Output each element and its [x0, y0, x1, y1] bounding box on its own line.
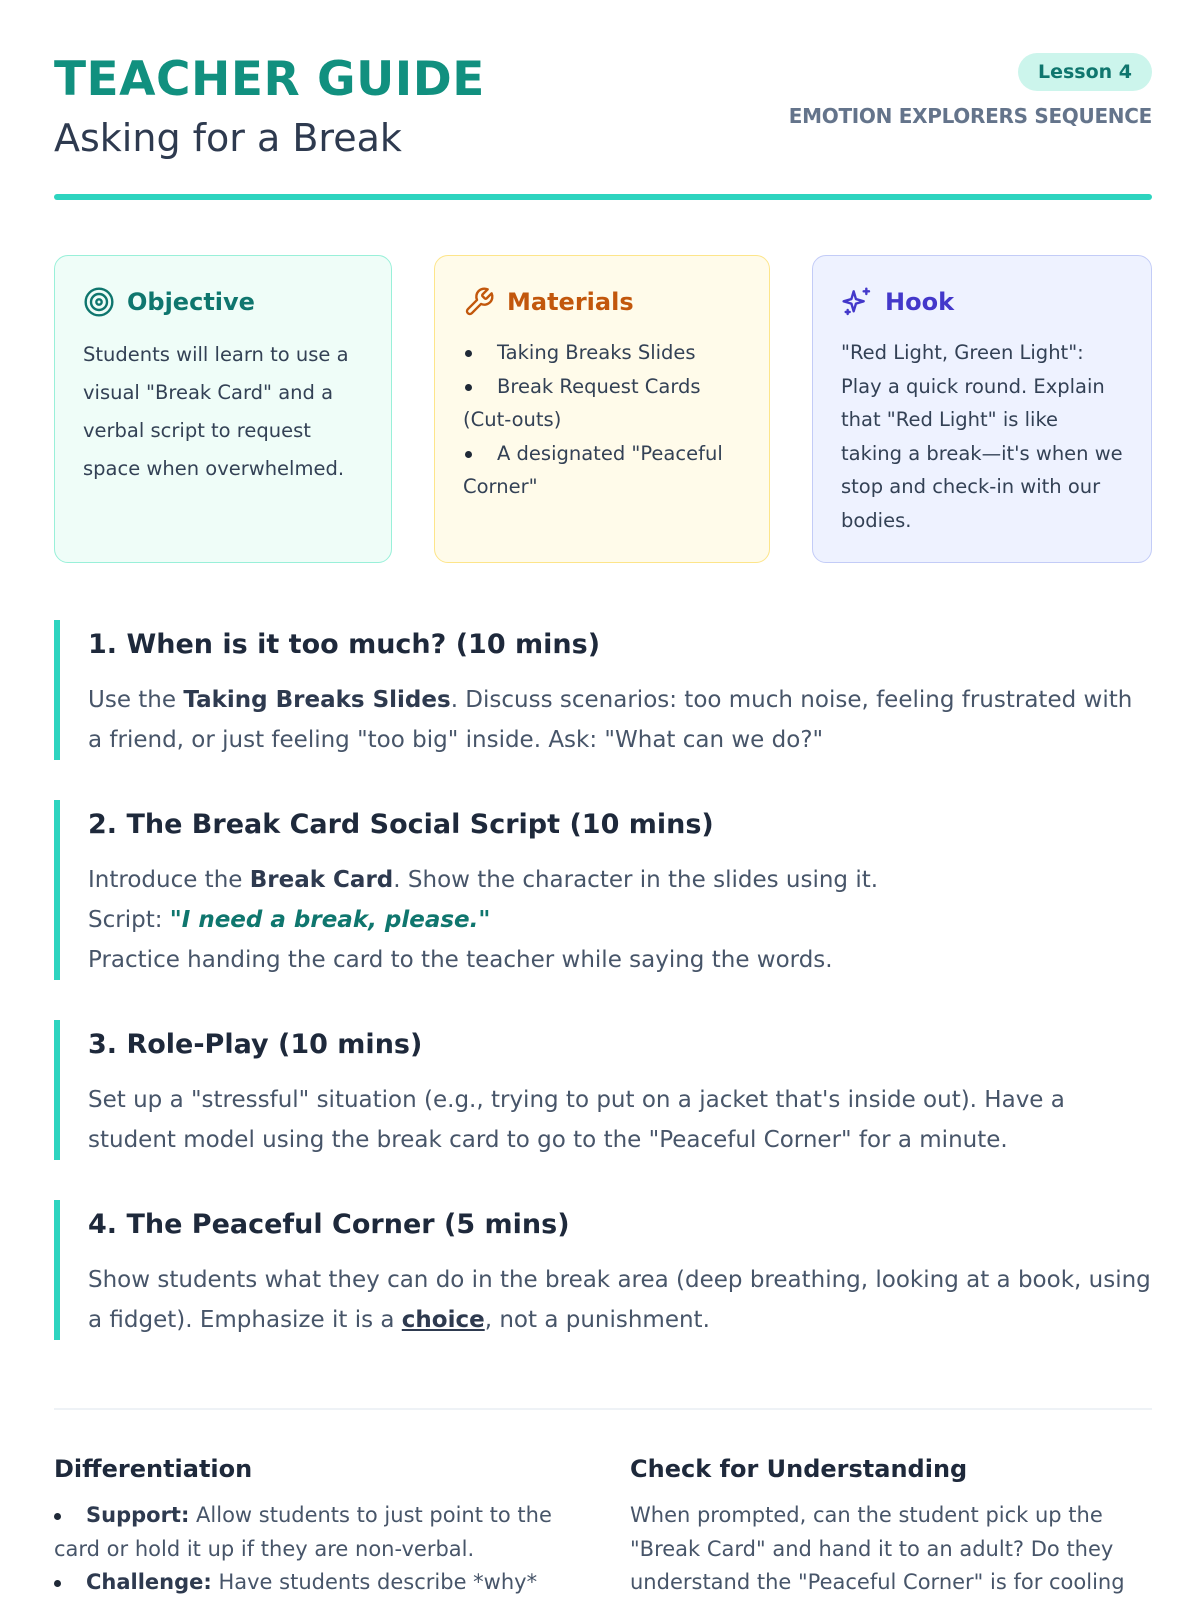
- objective-card: [54, 255, 392, 563]
- lesson-badge: Lesson 4: [1018, 53, 1152, 91]
- list-item: Challenge: Have students describe *why*: [54, 1566, 554, 1600]
- teacher-guide-page: [54, 0, 1152, 1600]
- step-3: [54, 1020, 1152, 1160]
- hook-title: Hook: [885, 288, 955, 316]
- list-item: A designated "Peaceful Corner": [463, 437, 741, 504]
- step-2: [54, 800, 1152, 980]
- step-2-title: 2. The Break Card Social Script (10 mins): [88, 809, 714, 840]
- check-understanding-section: [630, 1455, 1152, 1600]
- lesson-subtitle: Asking for a Break: [54, 116, 402, 160]
- step-2-script: Script: "I need a break, please.": [88, 907, 491, 933]
- objective-header: [83, 286, 363, 318]
- differentiation-section: [54, 1455, 554, 1600]
- materials-header: [463, 286, 741, 318]
- step-1-title: 1. When is it too much? (10 mins): [88, 629, 601, 660]
- step-4-title: 4. The Peaceful Corner (5 mins): [88, 1209, 570, 1240]
- list-item: Break Request Cards (Cut-outs): [463, 370, 741, 437]
- objective-title: Objective: [127, 288, 255, 316]
- list-item: Taking Breaks Slides: [463, 336, 741, 370]
- header-divider: [54, 194, 1152, 200]
- step-2-text: Introduce the Break Card. Show the character in the slides using it.: [88, 867, 879, 893]
- hook-text: "Red Light, Green Light": Play a quick round. Explain that "Red Light" is like taking a break—it's when we stop and check-in with our bodies.: [841, 341, 1123, 532]
- page-title: TEACHER GUIDE: [54, 52, 485, 107]
- differentiation-title: Differentiation: [54, 1455, 253, 1483]
- section-divider: [54, 1408, 1152, 1410]
- sparkles-icon: [841, 286, 873, 318]
- sequence-label: EMOTION EXPLORERS SEQUENCE: [788, 104, 1152, 128]
- materials-card: [434, 255, 770, 563]
- check-understanding-title: Check for Understanding: [630, 1455, 968, 1483]
- step-2-practice: Practice handing the card to the teacher while saying the words.: [88, 947, 833, 973]
- materials-list: [463, 336, 741, 504]
- hook-card: [812, 255, 1152, 563]
- check-understanding-text: When prompted, can the student pick up the "Break Card" and hand it to an adult? Do they understand the "Peaceful Corner" is for cooling: [630, 1503, 1125, 1594]
- step-4-text: Show students what they can do in the break area (deep breathing, looking at a book, using a fidget). Emphasize it is a choice, not a punishment.: [88, 1267, 1151, 1333]
- wrench-icon: [463, 286, 495, 318]
- target-icon: [83, 286, 115, 318]
- objective-text: Students will learn to use a visual "Break Card" and a verbal script to request space when overwhelmed.: [83, 343, 349, 480]
- hook-header: [841, 286, 1123, 318]
- list-item: Support: Allow students to just point to the card or hold it up if they are non-verbal.: [54, 1499, 554, 1566]
- step-4: [54, 1200, 1152, 1340]
- step-1-text: Use the Taking Breaks Slides. Discuss scenarios: too much noise, feeling frustrated with a friend, or just feeling "too big" inside. Ask: "What can we do?": [88, 687, 1133, 753]
- differentiation-list: [54, 1499, 554, 1600]
- materials-title: Materials: [507, 288, 634, 316]
- step-3-title: 3. Role-Play (10 mins): [88, 1029, 423, 1060]
- step-3-text: Set up a "stressful" situation (e.g., trying to put on a jacket that's inside out). Have a student model using the break card to go to the "Peaceful Corner" for a minute.: [88, 1087, 1065, 1153]
- step-1: [54, 620, 1152, 760]
